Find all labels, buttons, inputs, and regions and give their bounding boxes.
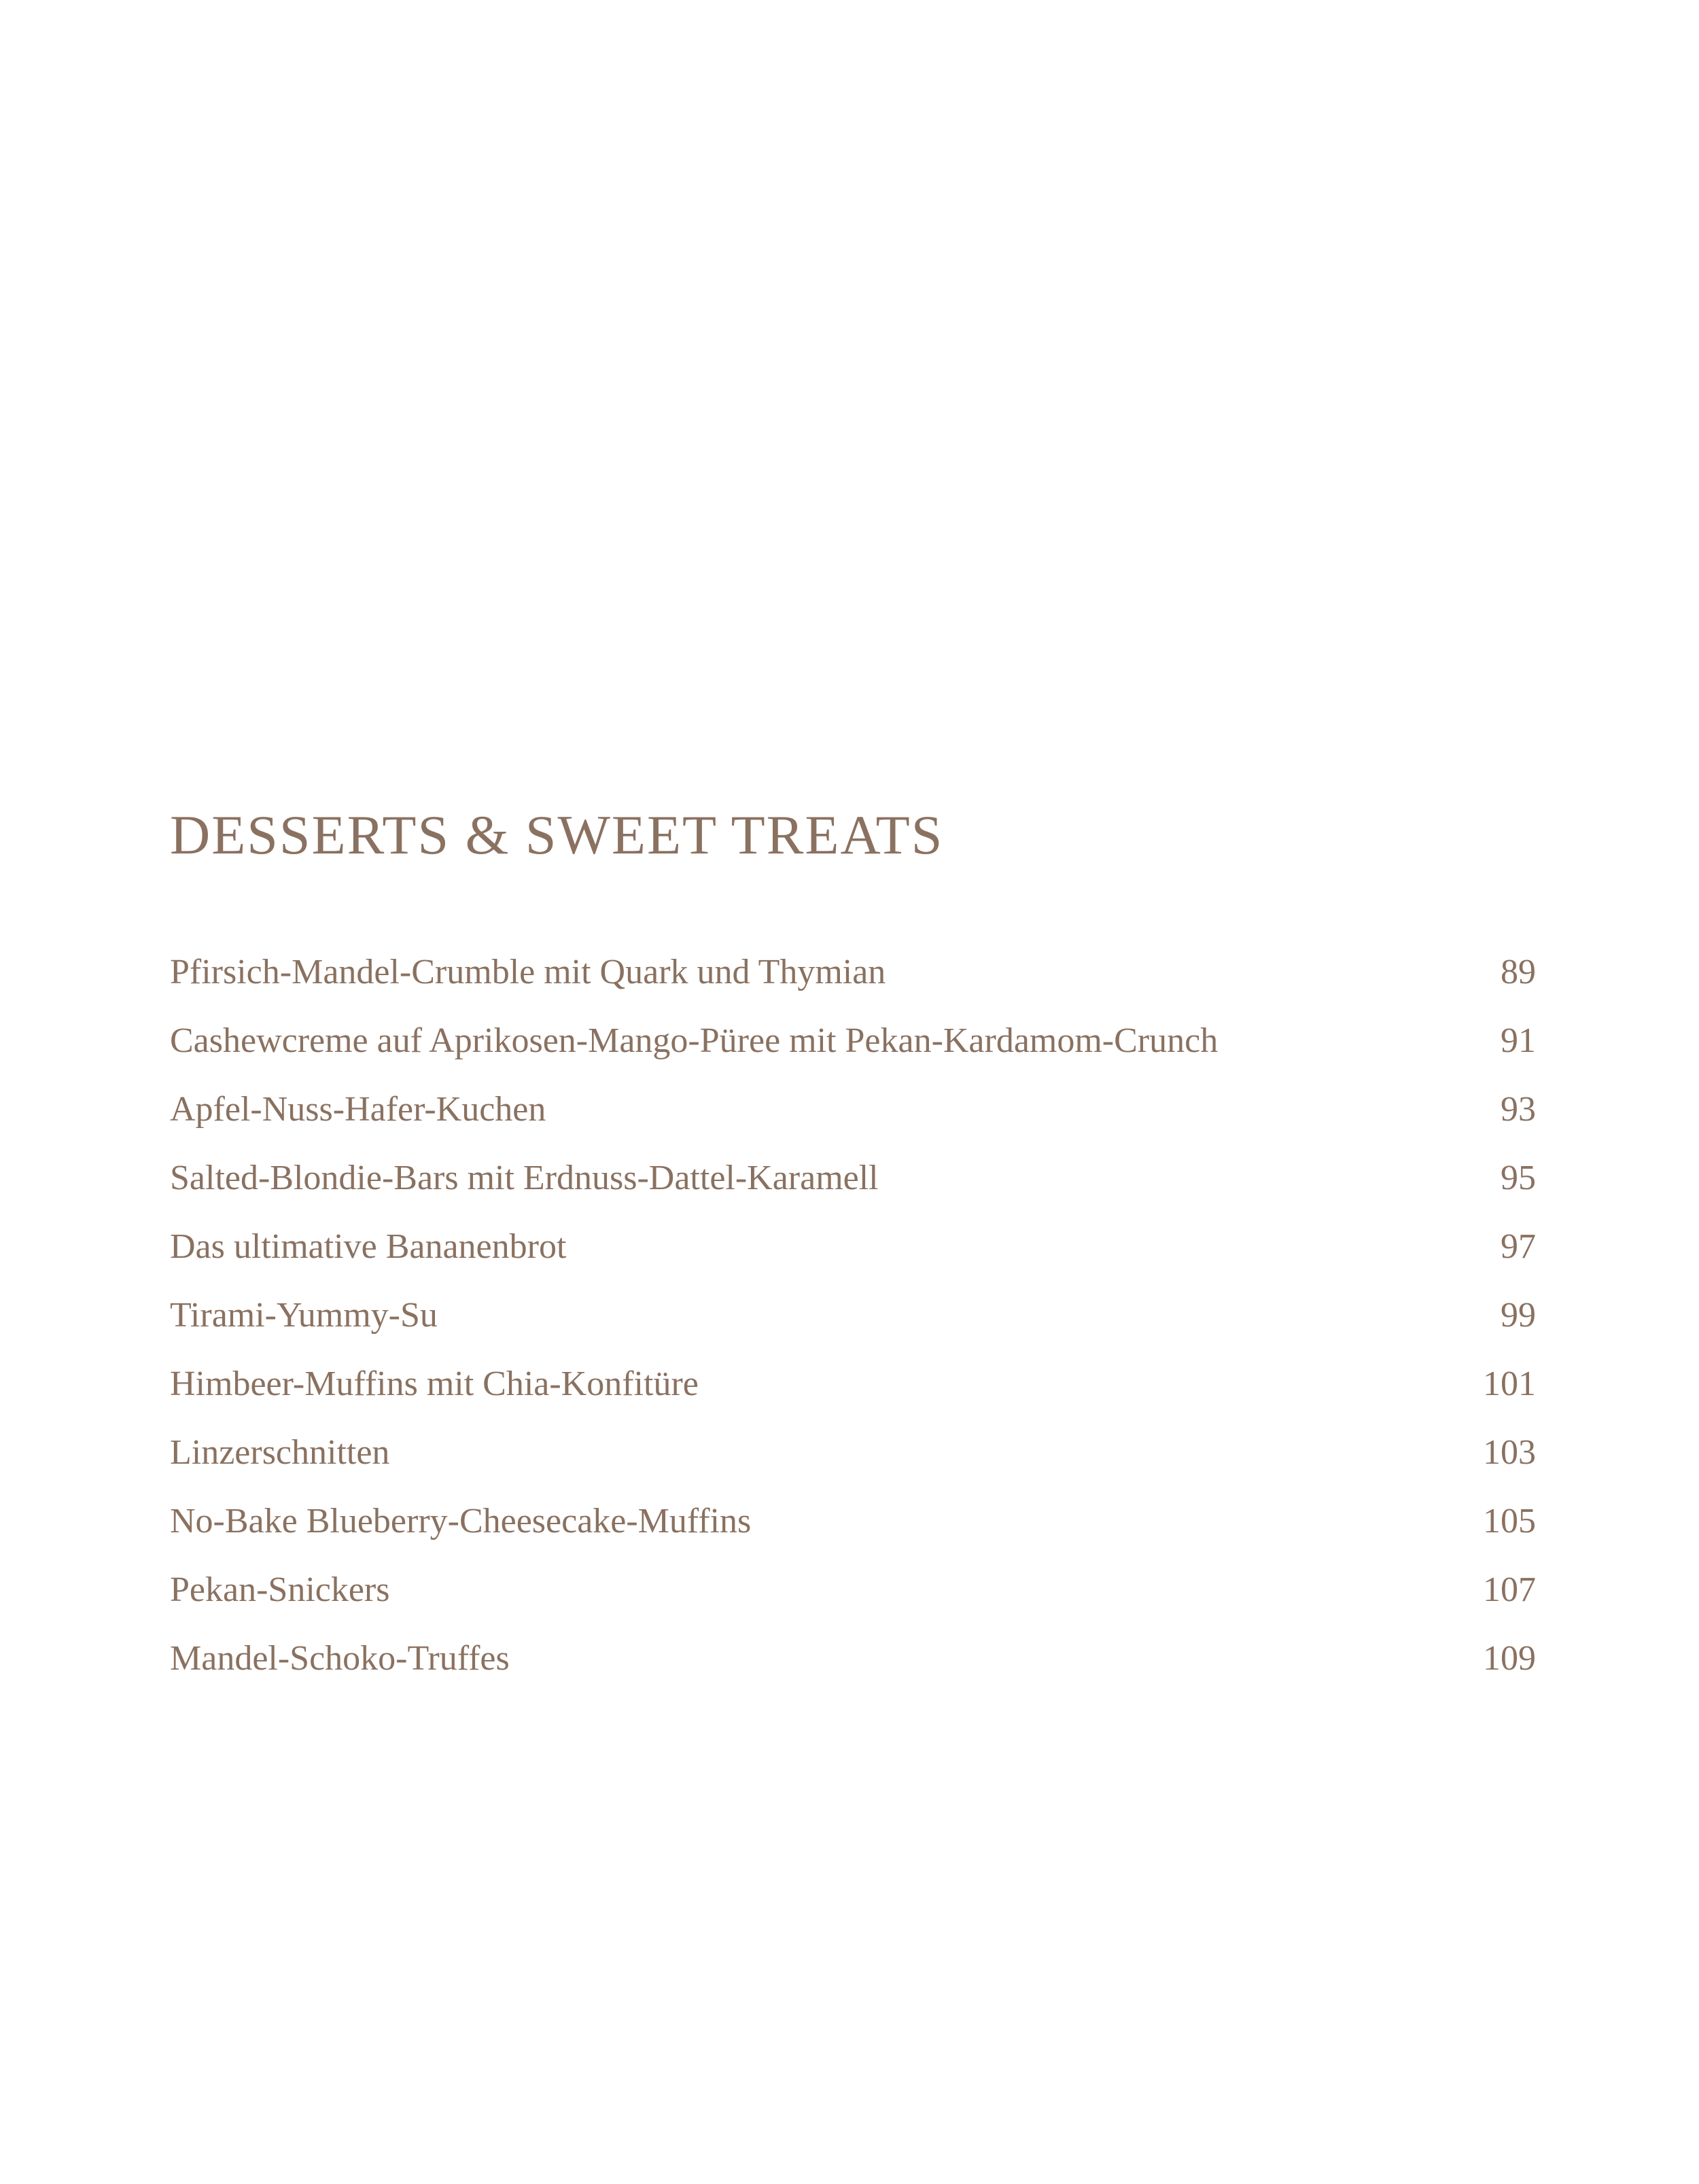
toc-entry[interactable] [170, 1006, 1536, 1075]
toc-entry[interactable] [170, 1555, 1536, 1624]
toc-entry-title: Himbeer-Muffins mit Chia-Konfitüre [170, 1364, 699, 1403]
table-of-contents [170, 938, 1536, 1693]
toc-entry[interactable] [170, 1418, 1536, 1487]
toc-entry-page-number: 109 [1483, 1639, 1536, 1678]
toc-entry[interactable] [170, 1075, 1536, 1144]
toc-entry[interactable] [170, 1487, 1536, 1555]
toc-entry-title: Mandel-Schoko-Truffes [170, 1639, 510, 1678]
toc-entry[interactable] [170, 1624, 1536, 1693]
toc-entry-title: Tirami-Yummy-Su [170, 1296, 438, 1335]
section-title: DESSERTS & SWEET TREATS [170, 804, 944, 866]
toc-entry-page-number: 101 [1483, 1364, 1536, 1403]
toc-entry-page-number: 91 [1501, 1021, 1536, 1060]
toc-entry[interactable] [170, 1144, 1536, 1212]
toc-entry[interactable] [170, 1350, 1536, 1418]
toc-entry-page-number: 89 [1501, 953, 1536, 991]
toc-entry-page-number: 107 [1483, 1570, 1536, 1609]
toc-entry-page-number: 105 [1483, 1502, 1536, 1540]
toc-entry-title: Salted-Blondie-Bars mit Erdnuss-Dattel-Karamell [170, 1159, 879, 1197]
toc-entry-title: Apfel-Nuss-Hafer-Kuchen [170, 1090, 546, 1129]
toc-entry-page-number: 103 [1483, 1433, 1536, 1472]
toc-entry-title: Cashewcreme auf Aprikosen-Mango-Püree mit Pekan-Kardamom-Crunch [170, 1021, 1219, 1060]
toc-entry-title: Pekan-Snickers [170, 1570, 390, 1609]
toc-entry[interactable] [170, 1281, 1536, 1350]
toc-entry[interactable] [170, 1212, 1536, 1281]
toc-entry-page-number: 93 [1501, 1090, 1536, 1129]
toc-entry[interactable] [170, 938, 1536, 1006]
toc-entry-page-number: 99 [1501, 1296, 1536, 1335]
toc-entry-title: Linzerschnitten [170, 1433, 390, 1472]
toc-entry-page-number: 95 [1501, 1159, 1536, 1197]
toc-entry-title: Pfirsich-Mandel-Crumble mit Quark und Thymian [170, 953, 886, 991]
toc-entry-title: Das ultimative Bananenbrot [170, 1227, 567, 1266]
toc-entry-title: No-Bake Blueberry-Cheesecake-Muffins [170, 1502, 752, 1540]
toc-entry-page-number: 97 [1501, 1227, 1536, 1266]
